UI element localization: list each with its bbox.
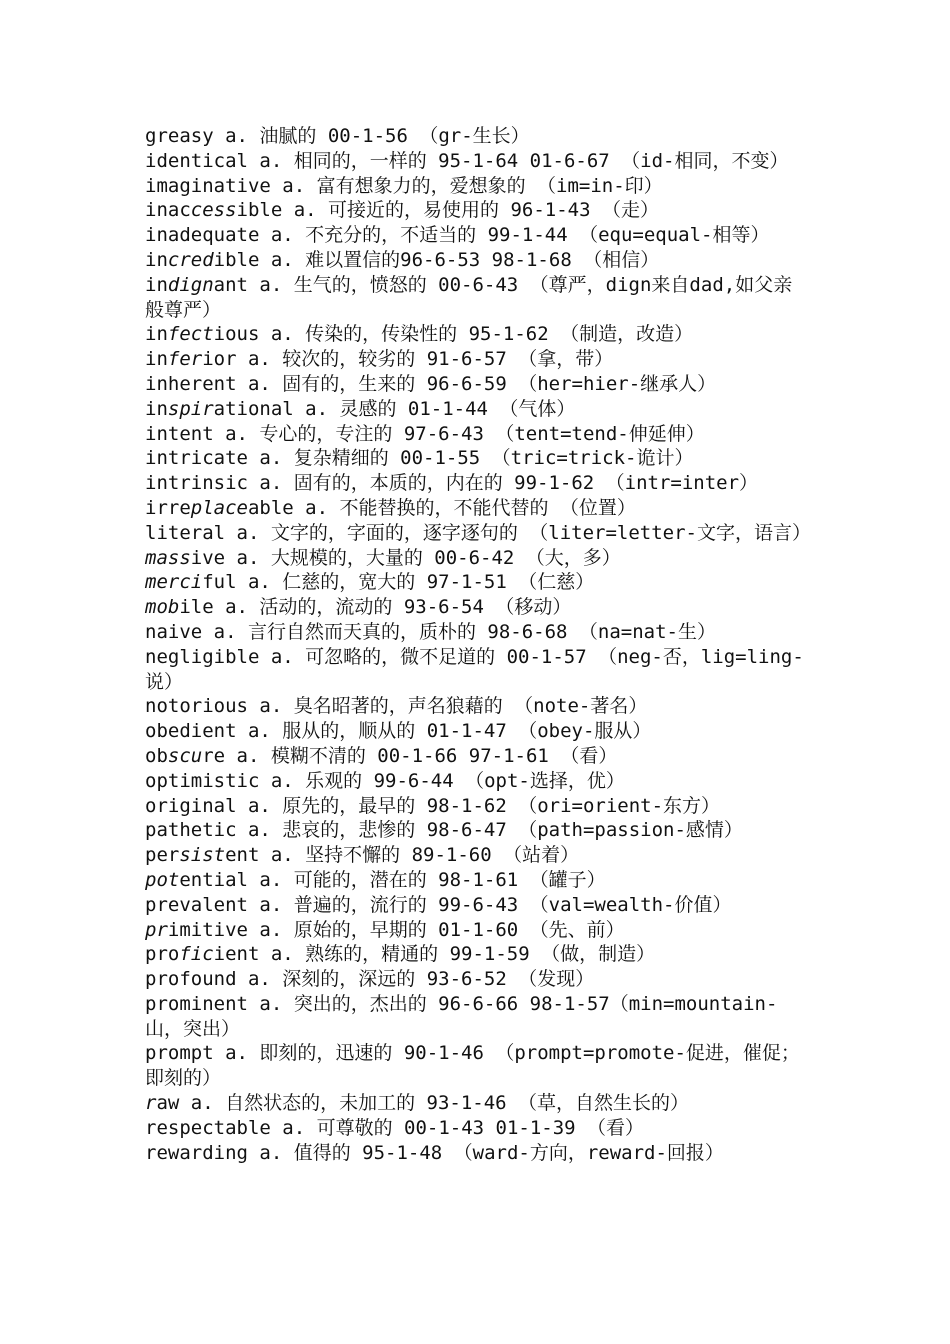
- entry-text: ious a. 传染的，传染性的 95-1-62 （制造，改造）: [213, 323, 694, 346]
- entry-root: dign: [167, 273, 214, 296]
- entry-root: fic: [179, 943, 214, 966]
- entry-prefix: in: [145, 323, 168, 346]
- vocab-entry: [145, 446, 810, 471]
- vocabulary-list: [145, 124, 810, 1165]
- entry-prefix: in: [145, 248, 168, 271]
- entry-text: respectable a. 可尊敬的 00-1-43 01-1-39 （看）: [145, 1116, 645, 1139]
- entry-text: intricate a. 复杂精细的 00-1-55 （tric=trick-诡计）: [145, 447, 694, 470]
- vocab-entry: [145, 223, 810, 248]
- vocab-entry: [145, 769, 810, 794]
- vocab-entry: [145, 570, 810, 595]
- entry-root: place: [190, 496, 248, 519]
- entry-prefix: inac: [145, 199, 191, 222]
- entry-text: naive a. 言行自然而天真的，质朴的 98-6-68 （na=nat-生）: [145, 620, 716, 643]
- vocab-entry: [145, 273, 810, 323]
- entry-text: intrinsic a. 固有的，本质的，内在的 99-1-62 （intr=inter）: [145, 472, 759, 495]
- vocab-entry: [145, 174, 810, 199]
- entry-root: fer: [167, 348, 203, 371]
- entry-text: prevalent a. 普遍的，流行的 99-6-43 （val=wealth-价值）: [145, 893, 732, 916]
- entry-text: ile a. 活动的，流动的 93-6-54 （移动）: [179, 596, 572, 619]
- vocab-entry: [145, 818, 810, 843]
- vocab-entry: [145, 719, 810, 744]
- vocab-entry: [145, 694, 810, 719]
- vocab-entry: [145, 620, 810, 645]
- vocab-entry: [145, 1091, 810, 1116]
- entry-root: merci: [145, 571, 203, 594]
- entry-text: ential a. 可能的，潜在的 98-1-61 （罐子）: [179, 868, 606, 891]
- entry-text: ant a. 生气的，愤怒的 00-6-43 （尊严，dign来自dad,如父亲般尊严）: [145, 273, 793, 321]
- entry-text: optimistic a. 乐观的 99-6-44 （opt-选择，优）: [145, 769, 625, 792]
- vocab-entry: [145, 595, 810, 620]
- entry-root: pr: [145, 918, 168, 941]
- vocab-entry: [145, 1141, 810, 1166]
- vocab-entry: [145, 1116, 810, 1141]
- vocab-entry: [145, 744, 810, 769]
- entry-text: obedient a. 服从的，顺从的 01-1-47 （obey-服从）: [145, 720, 652, 743]
- entry-text: ient a. 熟练的，精通的 99-1-59 （做，制造）: [213, 943, 656, 966]
- entry-prefix: irre: [145, 496, 191, 519]
- entry-prefix: per: [145, 844, 180, 867]
- vocab-entry: [145, 918, 810, 943]
- vocab-entry: [145, 645, 810, 695]
- entry-text: ible a. 难以置信的96-6-53 98-1-68 （相信）: [213, 248, 660, 271]
- vocab-entry: [145, 322, 810, 347]
- entry-root: mass: [145, 546, 191, 569]
- entry-prefix: ob: [145, 744, 168, 767]
- vocab-entry: [145, 893, 810, 918]
- vocab-entry: [145, 1041, 810, 1091]
- entry-text: identical a. 相同的，一样的 95-1-64 01-6-67 （id-相同，不变）: [145, 149, 789, 172]
- entry-text: ive a. 大规模的，大量的 00-6-42 （大，多）: [190, 546, 621, 569]
- entry-text: notorious a. 臭名昭著的，声名狼藉的 （note-著名）: [145, 695, 648, 718]
- entry-text: ational a. 灵感的 01-1-44 （气体）: [213, 397, 576, 420]
- vocab-entry: [145, 942, 810, 967]
- entry-text: inherent a. 固有的，生来的 96-6-59 （her=hier-继承人）: [145, 372, 717, 395]
- entry-text: imaginative a. 富有想象力的，爱想象的 （im=in-印）: [145, 174, 663, 197]
- vocab-entry: [145, 992, 810, 1042]
- vocab-entry: [145, 546, 810, 571]
- entry-prefix: in: [145, 273, 168, 296]
- entry-text: ior a. 较次的，较劣的 91-6-57 （拿，带）: [202, 348, 614, 371]
- entry-prefix: pro: [145, 943, 180, 966]
- entry-text: prominent a. 突出的，杰出的 96-6-66 98-1-57（min=mountain-山，突出）: [145, 992, 778, 1040]
- vocab-entry: [145, 347, 810, 372]
- entry-text: ent a. 坚持不懈的 89-1-60 （站着）: [225, 844, 580, 867]
- entry-root: mob: [145, 596, 180, 619]
- entry-root: cess: [190, 199, 237, 222]
- entry-text: re a. 模糊不清的 00-1-66 97-1-61 （看）: [202, 744, 618, 767]
- entry-root: spir: [167, 397, 214, 420]
- entry-text: intent a. 专心的，专注的 97-6-43 （tent=tend-伸延伸）: [145, 422, 705, 445]
- entry-text: ible a. 可接近的，易使用的 96-1-43 （走）: [236, 199, 659, 222]
- vocab-entry: [145, 967, 810, 992]
- entry-text: pathetic a. 悲哀的，悲惨的 98-6-47 （path=passion-感情）: [145, 819, 743, 842]
- entry-text: profound a. 深刻的，深远的 93-6-52 （发现）: [145, 968, 595, 991]
- vocab-entry: [145, 521, 810, 546]
- entry-root: r: [145, 1092, 157, 1115]
- entry-text: negligible a. 可忽略的，微不足道的 00-1-57 （neg-否，lig=ling-说）: [145, 645, 804, 693]
- entry-text: literal a. 文字的，字面的，逐字逐句的 （liter=letter-文字，语言）: [145, 521, 811, 544]
- entry-text: original a. 原先的，最早的 98-1-62 （ori=orient-东方）: [145, 794, 721, 817]
- entry-root: sist: [179, 844, 226, 867]
- vocab-entry: [145, 372, 810, 397]
- vocab-entry: [145, 124, 810, 149]
- vocab-entry: [145, 496, 810, 521]
- vocab-entry: [145, 248, 810, 273]
- vocab-entry: [145, 422, 810, 447]
- vocab-entry: [145, 868, 810, 893]
- entry-text: able a. 不能替换的，不能代替的 （位置）: [247, 496, 636, 519]
- entry-prefix: in: [145, 348, 168, 371]
- entry-text: ful a. 仁慈的，宽大的 97-1-51 （仁慈）: [202, 571, 595, 594]
- vocab-entry: [145, 149, 810, 174]
- vocab-entry: [145, 471, 810, 496]
- vocab-entry: [145, 794, 810, 819]
- entry-text: inadequate a. 不充分的，不适当的 99-1-44 （equ=equal-相等）: [145, 224, 770, 247]
- entry-root: scu: [167, 744, 203, 767]
- entry-root: fect: [167, 323, 214, 346]
- entry-root: cred: [167, 248, 214, 271]
- entry-root: pot: [145, 868, 180, 891]
- entry-text: imitive a. 原始的，早期的 01-1-60 （先、前）: [167, 918, 625, 941]
- entry-text: greasy a. 油腻的 00-1-56 （gr-生长）: [145, 125, 530, 147]
- entry-text: rewarding a. 值得的 95-1-48 （ward-方向，reward-回报）: [145, 1141, 724, 1164]
- vocab-entry: [145, 843, 810, 868]
- vocab-entry: [145, 397, 810, 422]
- entry-text: aw a. 自然状态的，未加工的 93-1-46 （草，自然生长的）: [156, 1092, 690, 1115]
- entry-prefix: in: [145, 397, 168, 420]
- vocab-entry: [145, 198, 810, 223]
- entry-text: prompt a. 即刻的，迅速的 90-1-46 （prompt=promote-促进，催促；即刻的）: [145, 1042, 800, 1090]
